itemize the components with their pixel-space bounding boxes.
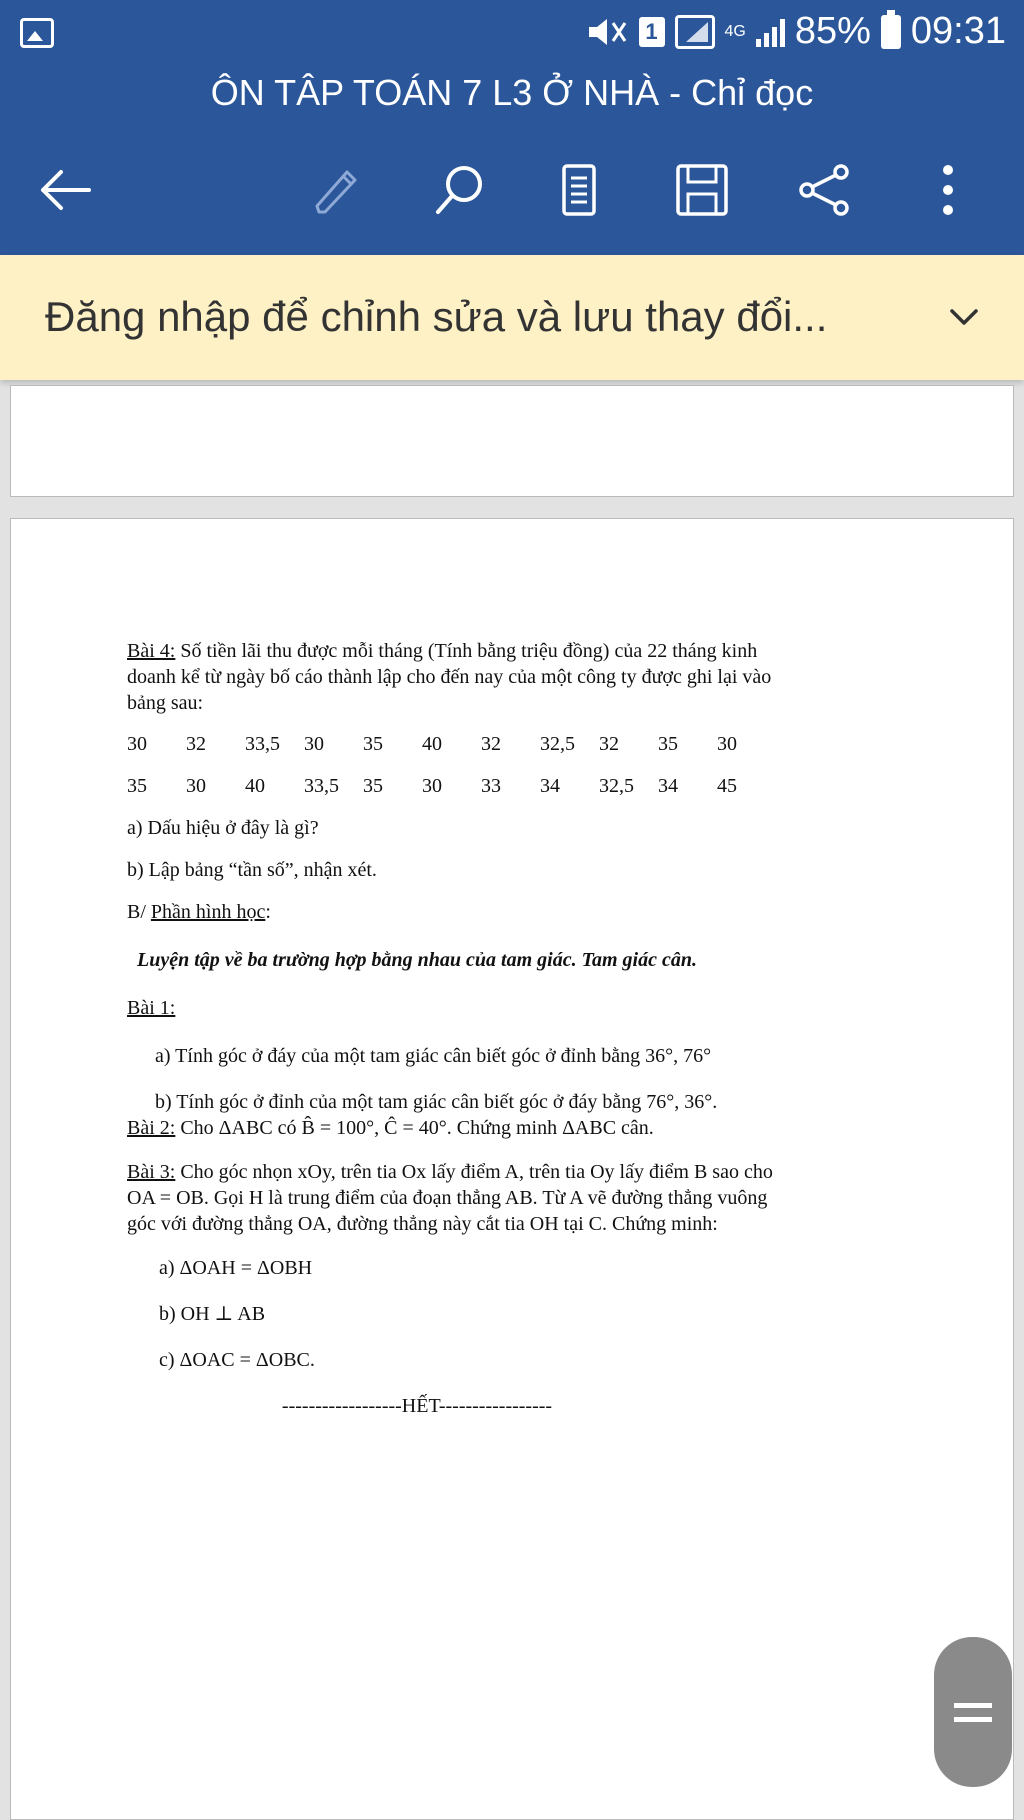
search-icon[interactable] [430, 160, 490, 220]
clock: 09:31 [910, 10, 1006, 52]
document-title: ÔN TÂP TOÁN 7 L3 Ở NHÀ - Chỉ đọc [210, 72, 814, 113]
bai3-b: b) OH ⊥ AB [159, 1303, 266, 1325]
battery-percent: 85% [794, 10, 871, 52]
bai3-label: Bài 3: [127, 1161, 176, 1183]
bai3-c: c) ΔOAC = ΔOBC. [159, 1349, 315, 1371]
wifi-calling-signal-icon [675, 15, 715, 49]
mute-icon [585, 15, 629, 49]
data-row-2: 35 30 40 33,5 35 30 33 34 32,5 34 45 [127, 775, 737, 797]
question-b: b) Lập bảng “tần số”, nhận xét. [127, 859, 377, 881]
toolbar [0, 140, 1024, 240]
chevron-down-icon[interactable] [944, 297, 984, 337]
sim-slot-badge: 1 [639, 17, 665, 47]
end-marker: ------------------HẾT----------------- [281, 1395, 553, 1417]
more-options-icon[interactable] [918, 160, 978, 220]
bai2-label: Bài 2: [127, 1117, 176, 1139]
scroll-grip-line [954, 1703, 992, 1708]
status-bar [0, 0, 1024, 70]
section-heading: B/ Phần hình học: [127, 901, 271, 923]
bai4-paragraph: Bài 4: Số tiền lãi thu được mỗi tháng (Tính bằng triệu đồng) của 22 tháng kinh doanh kể từ ngày bố cáo thành lập cho đến nay của một công ty được ghi lại vào bảng sau: [127, 640, 772, 714]
network-type: 4G [724, 22, 746, 40]
previous-page [10, 385, 1014, 497]
sign-in-banner[interactable] [0, 255, 1024, 380]
sign-in-banner-text: Đăng nhập để chỉnh sửa và lưu thay đổi... [45, 293, 828, 340]
bai4-label: Bài 4: [127, 640, 176, 662]
battery-icon [881, 15, 901, 49]
document-body [127, 638, 887, 1419]
topic-heading: Luyện tập về ba trường hợp bằng nhau của tam giác. Tam giác cân. [137, 949, 697, 971]
bai1-a: a) Tính góc ở đáy của một tam giác cân biết góc ở đỉnh bằng 36°, 76° [155, 1045, 712, 1067]
bai3-paragraph: Bài 3: Cho góc nhọn xOy, trên tia Ox lấy điểm A, trên tia Oy lấy điểm B sao cho OA = OB. Gọi H là trung điểm của đoạn thẳng AB. Từ A vẽ đường thẳng vuông góc với đường thẳng OA, đường thẳng này cắt tia OH tại C. Chứng minh: [127, 1161, 773, 1235]
bai3-a: a) ΔOAH = ΔOBH [159, 1257, 313, 1279]
app-bar [0, 0, 1024, 255]
back-arrow-icon[interactable] [35, 160, 95, 220]
bai1-b: b) Tính góc ở đỉnh của một tam giác cân biết góc ở đáy bằng 76°, 36°. [155, 1091, 718, 1113]
scroll-grip-line [954, 1717, 992, 1722]
share-icon[interactable] [795, 160, 855, 220]
cell-signal-icon [756, 17, 785, 47]
save-icon[interactable] [672, 160, 732, 220]
question-a: a) Dấu hiệu ở đây là gì? [127, 817, 319, 839]
data-row-1: 30 32 33,5 30 35 40 32 32,5 32 35 30 [127, 733, 737, 755]
bai1-label: Bài 1: [127, 997, 176, 1019]
gallery-notification-icon [20, 18, 54, 48]
bai2-paragraph: Bài 2: Cho ΔABC có B̂ = 100°, Ĉ = 40°. Chứng minh ΔABC cân. [127, 1117, 654, 1139]
edit-pencil-icon[interactable] [305, 160, 365, 220]
reading-view-icon[interactable] [550, 160, 610, 220]
scroll-handle[interactable] [934, 1637, 1012, 1787]
